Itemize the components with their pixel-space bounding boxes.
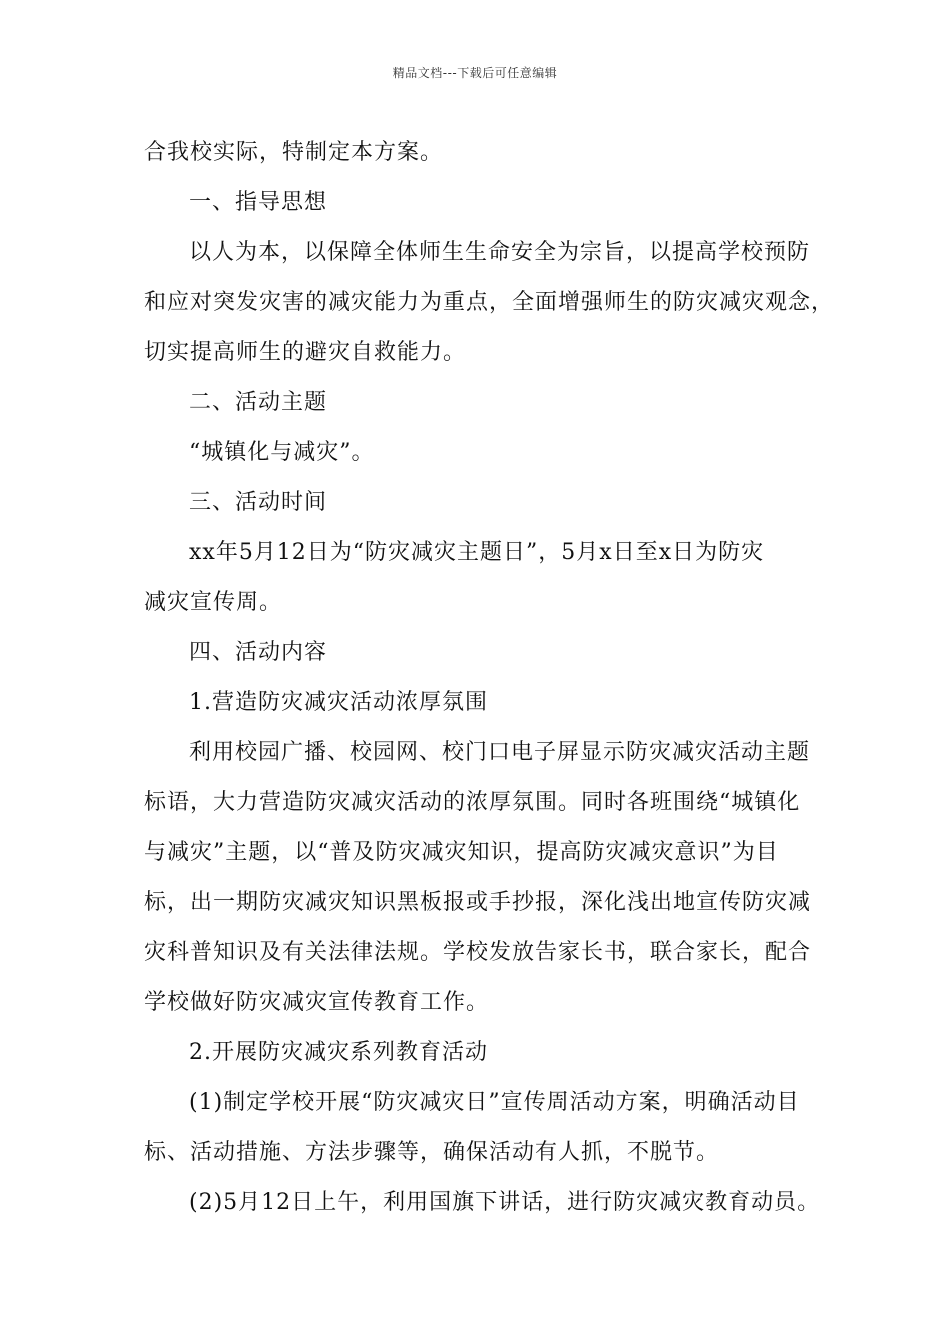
text-line: 与减灾”主题，以“普及防灾减灾知识，提高防灾减灾意识”为目 (144, 840, 779, 865)
subsection-heading: 2.开展防灾减灾系列教育活动 (189, 1040, 488, 1065)
subsection-heading: 1.营造防灾减灾活动浓厚氛围 (189, 690, 488, 715)
text-line: (1)制定学校开展“防灾减灾日”宣传周活动方案，明确活动目 (189, 1090, 800, 1115)
text-line: 标、活动措施、方法步骤等，确保活动有人抓，不脱节。 (144, 1140, 720, 1165)
text-line: xx年5月12日为“防灾减灾主题日”，5月x日至x日为防灾 (189, 540, 765, 565)
section-heading: 四、活动内容 (189, 640, 328, 665)
section-heading: 一、指导思想 (189, 190, 328, 215)
text-line: 切实提高师生的避灾自救能力。 (144, 340, 467, 365)
section-heading: 三、活动时间 (189, 490, 328, 515)
text-line: 和应对突发灾害的减灾能力为重点，全面增强师生的防灾减灾观念， (144, 290, 835, 315)
text-line: 灾科普知识及有关法律法规。学校发放告家长书，联合家长，配合 (144, 940, 812, 965)
text-line: 减灾宣传周。 (144, 590, 283, 615)
text-line: “城镇化与减灾”。 (189, 440, 375, 465)
section-heading: 二、活动主题 (189, 390, 328, 415)
text-line: 标语，大力营造防灾减灾活动的浓厚氛围。同时各班围绕“城镇化 (144, 790, 801, 815)
text-line: 标，出一期防灾减灾知识黑板报或手抄报，深化浅出地宣传防灾减 (144, 890, 812, 915)
document-body (144, 128, 835, 1228)
text-line: 合我校实际，特制定本方案。 (144, 140, 444, 165)
text-line: 以人为本，以保障全体师生生命安全为宗旨，以提高学校预防 (189, 240, 811, 265)
text-line: 利用校园广播、校园网、校门口电子屏显示防灾减灾活动主题 (189, 740, 811, 765)
text-line: 学校做好防灾减灾宣传教育工作。 (144, 990, 490, 1015)
page-header: 精品文档---下载后可任意编辑 (392, 66, 558, 80)
text-line: (2)5月12日上午，利用国旗下讲话，进行防灾减灾教育动员。 (189, 1190, 821, 1215)
